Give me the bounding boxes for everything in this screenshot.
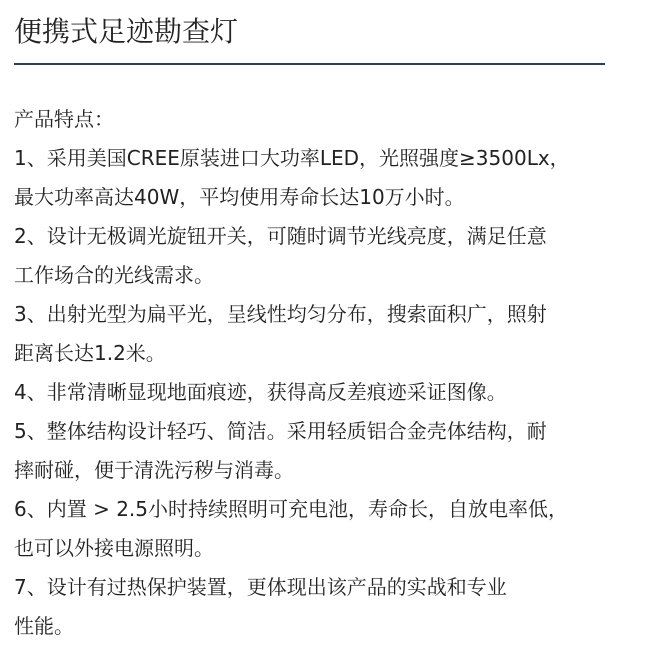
feature-item-4-line-1: 4、非常清晰显现地面痕迹，获得高反差痕迹采证图像。 <box>14 380 507 404</box>
feature-item-5-line-1: 5、整体结构设计轻巧、简洁。采用轻质铝合金壳体结构，耐 <box>14 419 547 443</box>
feature-item-3-line-1: 3、出射光型为扁平光，呈线性均匀分布，搜索面积广，照射 <box>14 302 547 326</box>
feature-item-1 <box>14 139 614 217</box>
feature-item-5-line-2: 摔耐碰，便于清洗污秽与消毒。 <box>14 458 294 482</box>
feature-item-1-line-1: 1、采用美国CREE原装进口大功率LED，光照强度≥3500Lx， <box>14 146 570 170</box>
feature-item-7-line-2: 性能。 <box>14 614 74 638</box>
feature-item-1-line-2: 最大功率高达40W，平均使用寿命长达10万小时。 <box>14 185 465 209</box>
feature-item-3-line-2: 距离长达1.2米。 <box>14 341 166 365</box>
feature-heading: 产品特点： <box>14 107 114 131</box>
feature-item-5 <box>14 412 614 490</box>
feature-item-6 <box>14 490 614 568</box>
feature-item-3 <box>14 295 614 373</box>
page-title: 便携式足迹勘查灯 <box>14 15 239 48</box>
feature-item-6-line-2: 也可以外接电源照明。 <box>14 536 214 560</box>
feature-item-6-line-1: 6、内置 > 2.5小时持续照明可充电池，寿命长，自放电率低， <box>14 497 569 521</box>
feature-item-2-line-1: 2、设计无极调光旋钮开关，可随时调节光线亮度，满足任意 <box>14 224 547 248</box>
feature-item-7 <box>14 568 614 646</box>
feature-section <box>14 100 614 646</box>
feature-item-7-line-1: 7、设计有过热保护装置，更体现出该产品的实战和专业 <box>14 575 507 599</box>
feature-item-2-line-2: 工作场合的光线需求。 <box>14 263 214 287</box>
feature-item-2 <box>14 217 614 295</box>
title-divider <box>14 63 605 65</box>
feature-item-4 <box>14 373 614 412</box>
